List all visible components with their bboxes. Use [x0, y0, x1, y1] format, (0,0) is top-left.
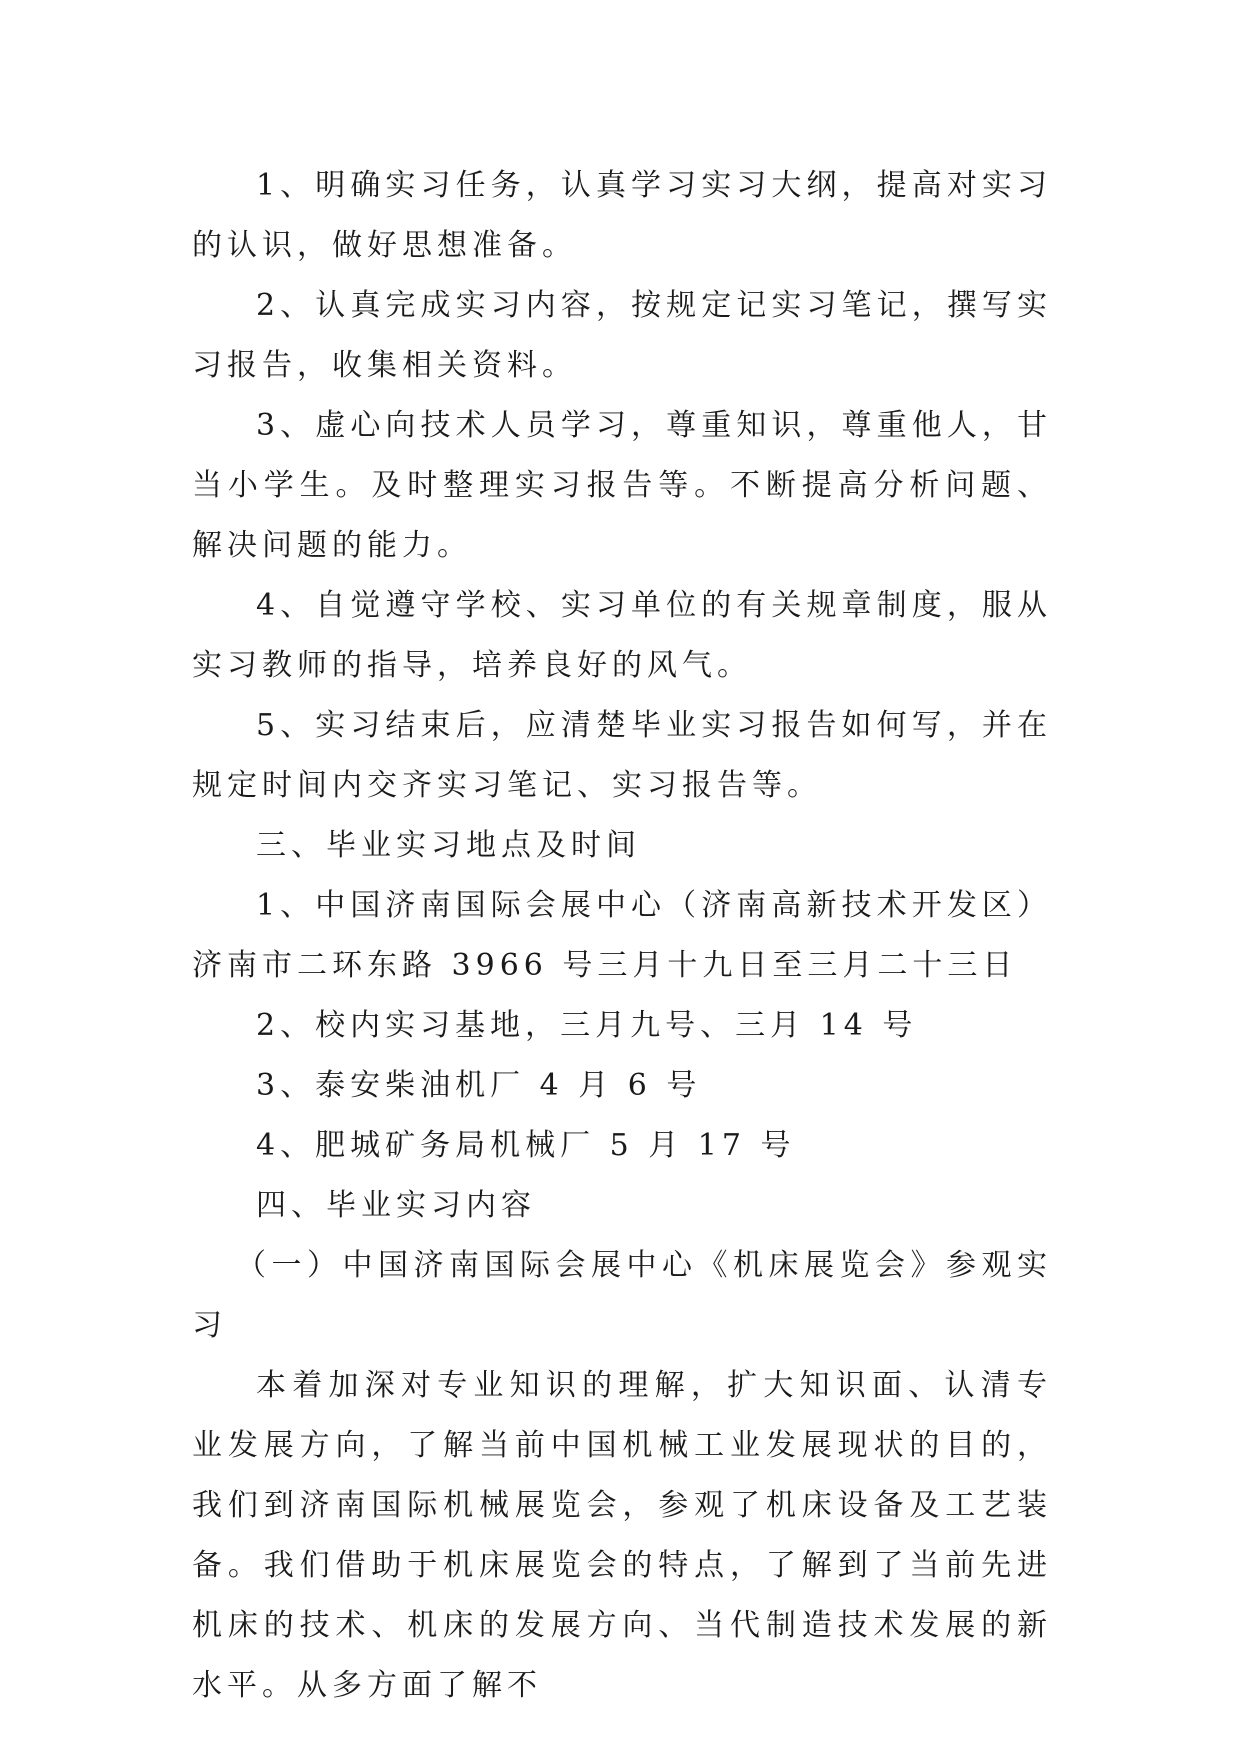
paragraph-task-5: 5、实习结束后，应清楚毕业实习报告如何写，并在规定时间内交齐实习笔记、实习报告等。: [192, 708, 1052, 803]
subsection-heading-exhibition: （一）中国济南国际会展中心《机床展览会》参观实习: [192, 1248, 1052, 1343]
paragraph-location-4: 4、肥城矿务局机械厂 5 月 17 号: [256, 1128, 796, 1163]
paragraph-exhibition-body: 本着加深对专业知识的理解，扩大知识面、认清专业发展方向，了解当前中国机械工业发展现状的目的，我们到济南国际机械展览会，参观了机床设备及工艺装备。我们借助于机床展览会的特点，了解到了当前先进机床的技术、机床的发展方向、当代制造技术发展的新水平。从多方面了解不: [192, 1368, 1052, 1703]
paragraph-task-4: 4、自觉遵守学校、实习单位的有关规章制度，服从实习教师的指导，培养良好的风气。: [192, 588, 1052, 683]
section-heading-location-time: 三、毕业实习地点及时间: [256, 828, 641, 863]
paragraph-task-1: 1、明确实习任务，认真学习实习大纲，提高对实习的认识，做好思想准备。: [192, 168, 1052, 263]
paragraph-location-1: 1、中国济南国际会展中心（济南高新技术开发区）济南市二环东路 3966 号三月十九日至三月二十三日: [192, 888, 1052, 983]
document-body: [192, 156, 1052, 1716]
paragraph-task-3: 3、虚心向技术人员学习，尊重知识，尊重他人，甘当小学生。及时整理实习报告等。不断提高分析问题、解决问题的能力。: [192, 408, 1052, 563]
paragraph-location-2: 2、校内实习基地，三月九号、三月 14 号: [256, 1008, 918, 1043]
section-heading-content: 四、毕业实习内容: [256, 1188, 536, 1223]
paragraph-location-3: 3、泰安柴油机厂 4 月 6 号: [256, 1068, 702, 1103]
paragraph-task-2: 2、认真完成实习内容，按规定记实习笔记，撰写实习报告，收集相关资料。: [192, 288, 1052, 383]
